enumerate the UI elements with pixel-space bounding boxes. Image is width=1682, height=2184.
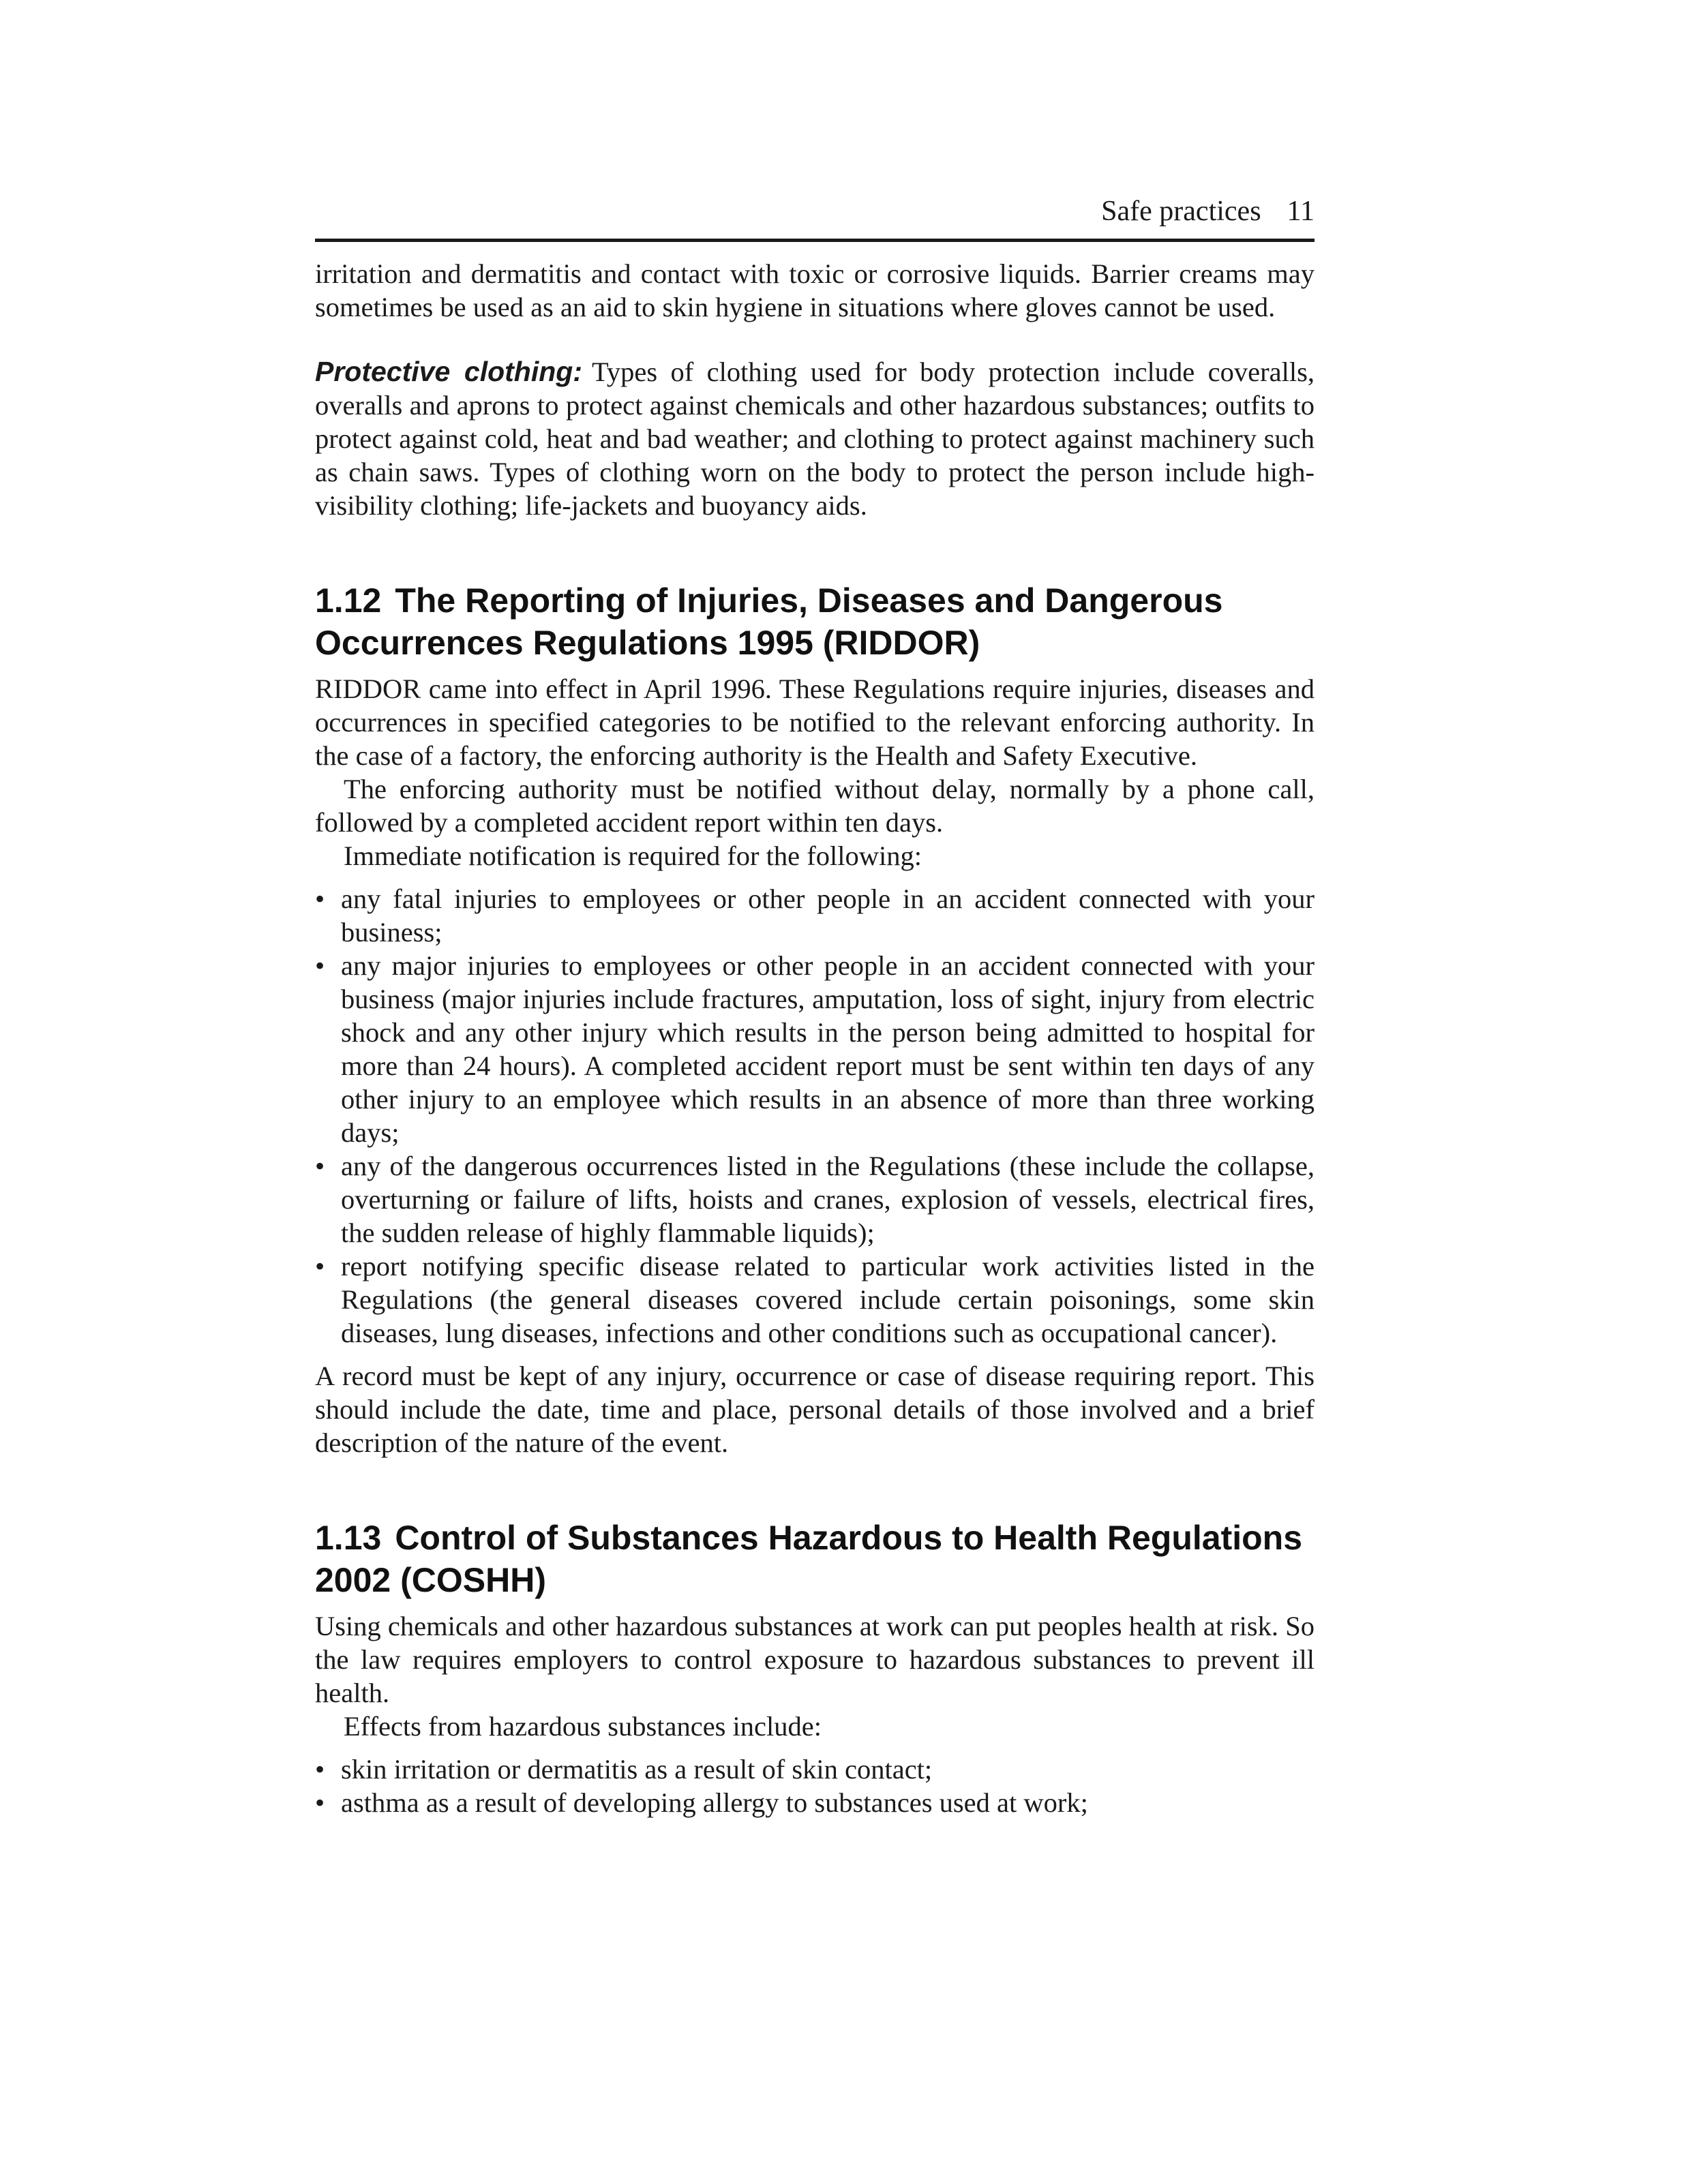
coshh-bullet-list [315, 1753, 1315, 1819]
list-item-text: asthma as a result of developing allergy to substances used at work; [341, 1787, 1088, 1818]
list-item-text: report notifying specific disease related to particular work activities listed in the Regulations (the general diseases covered include certain poisonings, some skin diseases, lung diseases, infections and other conditions such as occupational cancer). [341, 1251, 1315, 1348]
bullet-mark: • [315, 1754, 325, 1785]
riddor-paragraph-3: Immediate notification is required for the following: [344, 840, 922, 871]
section-number: 1.13 [315, 1519, 382, 1557]
header-rule [315, 239, 1315, 242]
coshh-paragraph-2: Effects from hazardous substances include: [344, 1711, 822, 1742]
section-number: 1.12 [315, 581, 382, 620]
section-riddor [315, 579, 1315, 1459]
list-item [315, 1753, 1315, 1786]
page-number: 11 [1287, 196, 1315, 227]
list-item-text: any fatal injuries to employees or other people in an accident connected with your business; [341, 883, 1315, 947]
riddor-paragraph-2: The enforcing authority must be notified without delay, normally by a phone call, followed by a completed accident report within ten days. [315, 774, 1315, 838]
riddor-closing-paragraph: A record must be kept of any injury, occurrence or case of disease requiring report. This should include the date, time and place, personal details of those involved and a brief description of the nature of the event. [315, 1361, 1315, 1458]
bullet-mark: • [315, 1251, 325, 1281]
coshh-paragraph-1: Using chemicals and other hazardous substances at work can put peoples health at risk. So the law requires employers to control exposure to hazardous substances to prevent ill health. [315, 1611, 1315, 1708]
list-item [315, 882, 1315, 949]
intro-paragraph: irritation and dermatitis and contact with toxic or corrosive liquids. Barrier creams may sometimes be used as an aid to skin hygiene in situations where gloves cannot be used. [315, 258, 1315, 322]
running-title: Safe practices [1101, 196, 1261, 227]
bullet-mark: • [315, 1151, 325, 1181]
book-page [315, 184, 1315, 1829]
riddor-paragraph-1: RIDDOR came into effect in April 1996. These Regulations require injuries, diseases and occurrences in specified categories to be notified to the relevant enforcing authority. In the case of a factory, the enforcing authority is the Health and Safety Executive. [315, 673, 1315, 771]
list-item [315, 1786, 1315, 1819]
list-item-text: any of the dangerous occurrences listed in the Regulations (these include the collapse, overturning or failure of lifts, hoists and cranes, explosion of vessels, electrical fires, the sudden release of highly flammable liquids); [341, 1151, 1315, 1248]
bullet-mark: • [315, 950, 325, 981]
list-item [315, 1149, 1315, 1249]
list-item-text: any major injuries to employees or other people in an accident connected with your business (major injuries include fractures, amputation, loss of sight, injury from electric shock and any other injury which results in the person being admitted to hospital for more than 24 hours). A completed accident report must be sent within ten days of any other injury to an employee which results in an absence of more than three working days; [341, 950, 1315, 1148]
protective-clothing-heading: Protective clothing: [315, 356, 582, 387]
list-item [315, 949, 1315, 1149]
section-coshh [315, 1517, 1315, 1819]
bullet-mark: • [315, 883, 325, 914]
section-title: The Reporting of Injuries, Diseases and Dangerous Occurrences Regulations 1995 (RIDDOR) [315, 581, 1223, 662]
section-coshh-heading [315, 1517, 1315, 1601]
section-riddor-heading [315, 579, 1315, 664]
protective-clothing-body: Types of clothing used for body protection include coveralls, overalls and aprons to protect against chemicals and other hazardous substances; outfits to protect against cold, heat and bad weather; and clothing to protect against machinery such as chain saws. Types of clothing worn on the body to protect the person include high-visibility clothing; life-jackets and buoyancy aids. [315, 357, 1315, 521]
list-item [315, 1249, 1315, 1350]
list-item-text: skin irritation or dermatitis as a result of skin contact; [341, 1754, 933, 1785]
bullet-mark: • [315, 1787, 325, 1818]
protective-clothing-paragraph [315, 355, 1315, 522]
riddor-bullet-list [315, 882, 1315, 1350]
section-title: Control of Substances Hazardous to Health Regulations 2002 (COSHH) [315, 1519, 1303, 1599]
running-head [315, 184, 1315, 239]
